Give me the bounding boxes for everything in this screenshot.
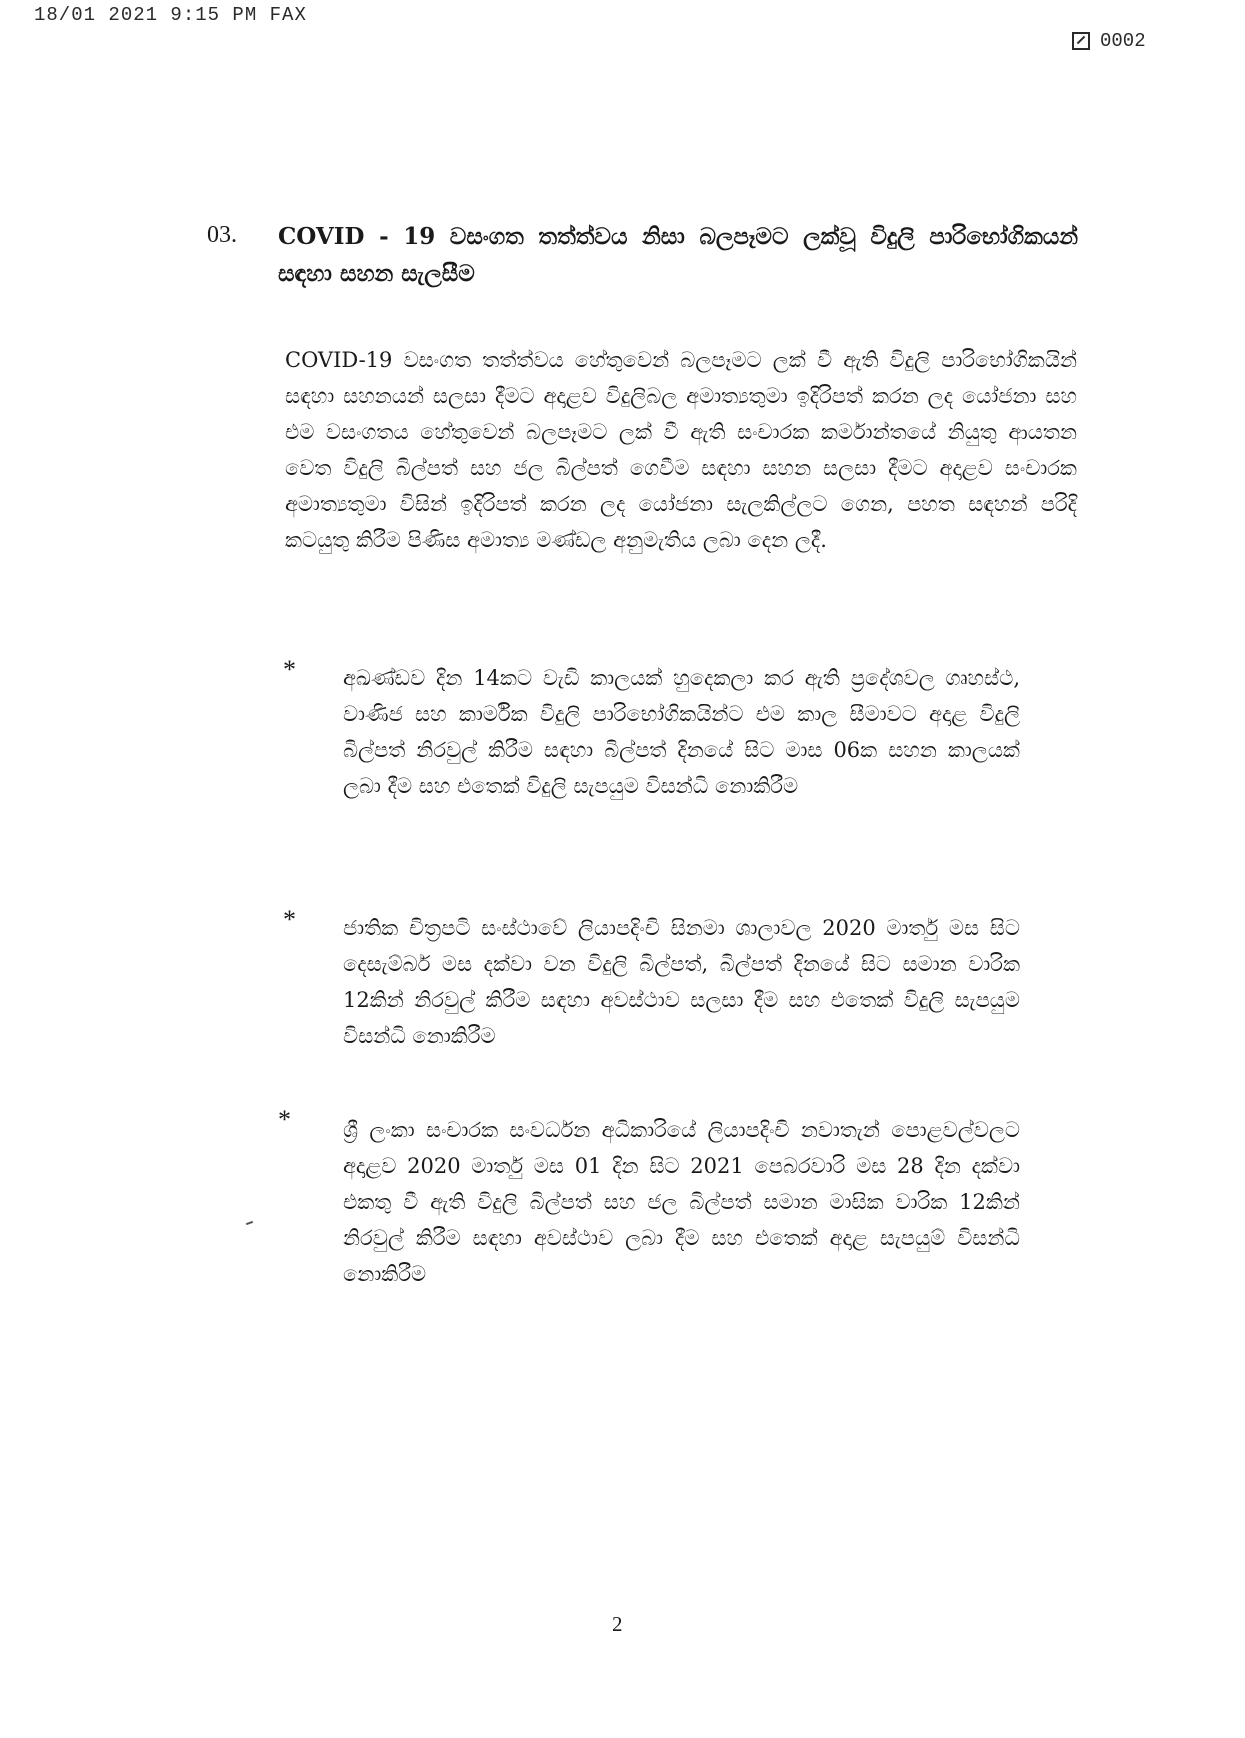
- bullet-item-2: ජාතික චිත්‍රපටි සංස්ථාවේ ලියාපදිංචි සිනමා ශාලාවල 2020 මාර්තු මස සිට දෙසැම්බර් මස දක්වා වන විදුලි බිල්පත්, බිල්පත් දිනයේ සිට සමාන වාරික 12කින් නිරවුල් කිරීම සඳහා අවස්ථාව සලසා දීම සහ එතෙක් විදුලි සැපයුම විසන්ධි නොකිරීම: [343, 916, 1020, 1048]
- bullet-item-3: ශ්‍රී ලංකා සංචාරක සංවර්ධන අධිකාරියේ ලියාපදිංචි නවාතැන් පොළවල්වලට අදාළව 2020 මාර්තු මස 01 දින සිට 2021 පෙබරවාරි මස 28 දින දක්වා එකතු වී ඇති විදුලි බිල්පත් සහ ජල බිල්පත් සමාන මාසික වාරික 12කින් නිරවුල් කිරීම සඳහා අවස්ථාව ලබා දීම සහ එතෙක් අදාළ සැපයුම් විසන්ධි නොකිරීම: [343, 1118, 1020, 1286]
- section-title: COVID - 19 වසංගත තත්ත්වය නිසා බලපෑමට ලක්වූ විදුලි පාරිභෝගිකයන් සඳහා සහන සැලසීම: [278, 223, 1078, 287]
- fax-header-datetime: 18/01 2021 9:15 PM FAX: [34, 4, 307, 26]
- fax-page-code: [1072, 30, 1146, 52]
- checkbox-icon: [1072, 32, 1090, 50]
- scan-mark: [246, 1221, 253, 1225]
- bullet-marker: *: [283, 905, 296, 934]
- intro-paragraph: COVID-19 වසංගත තත්ත්වය හේතුවෙන් බලපෑමට ලක් වී ඇති විදුලි පාරිභෝගිකයින් සඳහා සහනයන් සලසා දීමට අදාළව විදුලිබල අමාත්‍යතුමා ඉදිරිපත් කරන ලද යෝජනා සහ එම වසංගතය හේතුවෙන් බලපෑමට ලක් වී ඇති සංචාරක කර්මාන්තයේ නියුතු ආයතන වෙත විදුලි බිල්පත් සහ ජල බිල්පත් ගෙවීම සඳහා සහන සලසා දීමට අදාළව සංචාරක අමාත්‍යතුමා විසින් ඉදිරිපත් කරන ලද යෝජනා සැලකිල්ලට ගෙන, පහත සඳහන් පරිදි කටයුතු කිරීම පිණිස අමාත්‍ය මණ්ඩල අනුමැතිය ලබා දෙන ලදී.: [285, 348, 1077, 552]
- page-number: 2: [612, 1612, 623, 1636]
- fax-page-number: 0002: [1100, 30, 1146, 52]
- bullet-marker: *: [278, 1105, 291, 1134]
- bullet-item-1: අඛණ්ඩව දින 14කට වැඩි කාලයක් හුදෙකලා කර ඇති ප්‍රදේශවල ගෘහස්ථ, වාණිජ සහ කාර්මික විදුලි පාරිභෝගිකයින්ට එම කාල සීමාවට අදාළ විදුලි බිල්පත් නිරවුල් කිරීම සඳහා බිල්පත් දිනයේ සිට මාස 06ක සහන කාලයක් ලබා දීම සහ එතෙක් විදුලි සැපයුම විසන්ධි නොකිරීම: [343, 666, 1020, 798]
- bullet-marker: *: [283, 655, 296, 684]
- section-number: 03.: [207, 222, 237, 248]
